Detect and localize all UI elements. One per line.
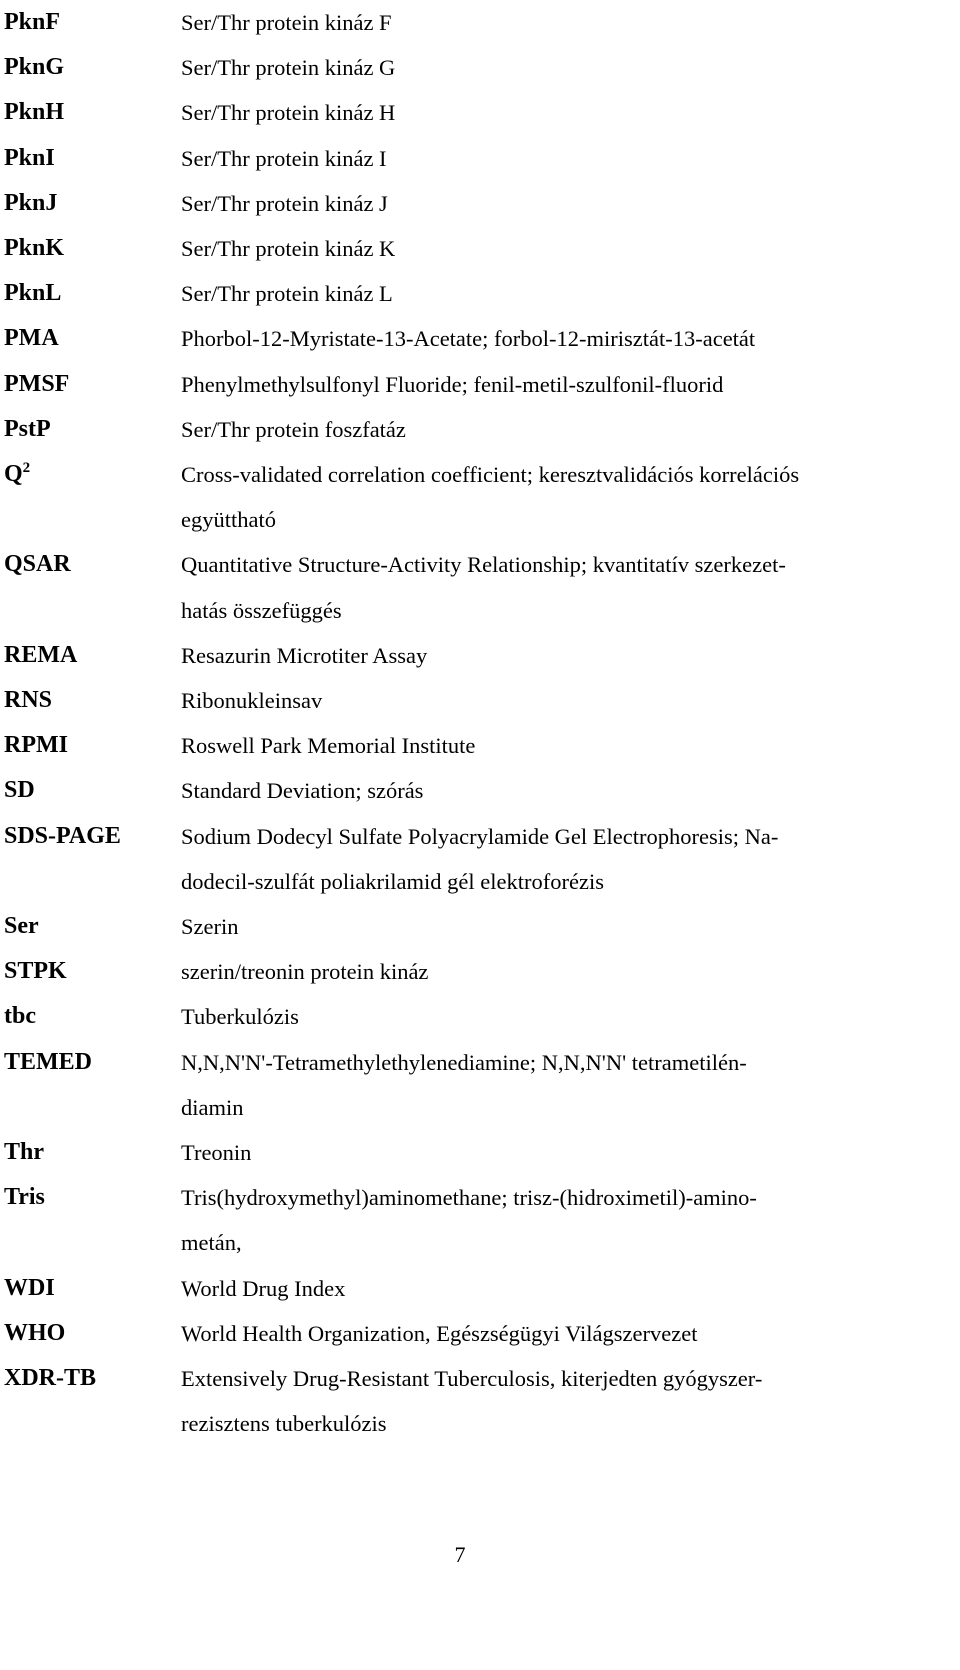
definition-line: hatás összefüggés	[181, 597, 342, 623]
abbreviation-entry	[4, 136, 944, 181]
abbreviation-term	[4, 0, 181, 45]
abbreviation-list	[4, 0, 944, 1447]
abbreviation-entry	[4, 633, 944, 678]
definition-line: Standard Deviation; szórás	[181, 778, 424, 804]
abbreviation-term	[4, 1130, 181, 1175]
abbreviation-definition	[181, 407, 944, 452]
abbreviation-definition	[181, 1311, 944, 1356]
definition-line: Cross-validated correlation coefficient; keresztvalidációs korrelációs	[181, 462, 800, 488]
abbreviation-term-text: WDI	[4, 1274, 55, 1301]
abbreviation-term-text: XDR-TB	[4, 1365, 97, 1392]
definition-line: Tris(hydroxymethyl)aminomethane; trisz-(hidroximetil)-amino-	[181, 1185, 757, 1211]
abbreviation-term-text: PknH	[4, 99, 65, 126]
abbreviation-definition	[181, 226, 944, 271]
abbreviation-definition	[181, 542, 944, 632]
abbreviation-entry	[4, 1266, 944, 1311]
abbreviation-term-text: SDS-PAGE	[4, 822, 121, 849]
definition-line: rezisztens tuberkulózis	[181, 1411, 387, 1437]
abbreviation-entry	[4, 226, 944, 271]
definition-line: Ser/Thr protein kináz I	[181, 145, 387, 171]
abbreviation-term	[4, 1175, 181, 1220]
abbreviation-definition	[181, 316, 944, 361]
abbreviation-term-text: Tris	[4, 1184, 45, 1211]
abbreviation-definition	[181, 136, 944, 181]
definition-line: együttható	[181, 507, 276, 533]
abbreviation-definition	[181, 768, 944, 813]
abbreviation-entry	[4, 45, 944, 90]
abbreviation-term-text: WHO	[4, 1319, 66, 1346]
abbreviation-definition	[181, 994, 944, 1039]
abbreviation-term	[4, 226, 181, 271]
abbreviation-definition	[181, 1266, 944, 1311]
definition-line: Ser/Thr protein kináz J	[181, 190, 388, 216]
abbreviation-superscript: 2	[22, 460, 31, 477]
definition-line: diamin	[181, 1094, 244, 1120]
definition-line: Ser/Thr protein kináz K	[181, 236, 396, 262]
abbreviation-definition	[181, 271, 944, 316]
abbreviation-term	[4, 452, 181, 497]
abbreviation-entry	[4, 678, 944, 723]
abbreviation-term-text: PknJ	[4, 189, 58, 216]
abbreviation-entry	[4, 1040, 944, 1130]
abbreviation-entry	[4, 1175, 944, 1265]
abbreviation-definition	[181, 181, 944, 226]
abbreviation-term	[4, 407, 181, 452]
definition-line: Extensively Drug-Resistant Tuberculosis, kiterjedten gyógyszer-	[181, 1366, 763, 1392]
abbreviation-term-text: PknG	[4, 54, 65, 81]
definition-line: Phenylmethylsulfonyl Fluoride; fenil-metil-szulfonil-fluorid	[181, 371, 724, 397]
definition-line: Resazurin Microtiter Assay	[181, 642, 428, 668]
abbreviation-definition	[181, 904, 944, 949]
abbreviation-definition	[181, 45, 944, 90]
abbreviation-term	[4, 1266, 181, 1311]
definition-line: Treonin	[181, 1140, 252, 1166]
abbreviation-definition	[181, 678, 944, 723]
abbreviation-term-text: QSAR	[4, 551, 71, 578]
abbreviation-term	[4, 949, 181, 994]
abbreviation-term	[4, 1040, 181, 1085]
abbreviation-term	[4, 768, 181, 813]
definition-line: Ser/Thr protein foszfatáz	[181, 416, 406, 442]
abbreviation-entry	[4, 904, 944, 949]
abbreviation-term	[4, 45, 181, 90]
definition-line: N,N,N'N'-Tetramethylethylenediamine; N,N,N'N' tetrametilén-	[181, 1049, 747, 1075]
abbreviation-definition	[181, 633, 944, 678]
definition-line: Ser/Thr protein kináz H	[181, 100, 396, 126]
abbreviation-term-text: PknL	[4, 280, 62, 307]
abbreviation-term-text: RNS	[4, 687, 53, 714]
abbreviation-term	[4, 723, 181, 768]
abbreviation-term-text: PMSF	[4, 370, 70, 397]
definition-line: Quantitative Structure-Activity Relationship; kvantitatív szerkezet-	[181, 552, 786, 578]
abbreviation-entry	[4, 1130, 944, 1175]
abbreviation-entry	[4, 1311, 944, 1356]
abbreviation-term	[4, 316, 181, 361]
abbreviation-term-text: PknI	[4, 144, 55, 171]
page-number: 7	[454, 1542, 466, 1567]
definition-line: Szerin	[181, 914, 239, 940]
abbreviation-term	[4, 904, 181, 949]
definition-line: Sodium Dodecyl Sulfate Polyacrylamide Gel Electrophoresis; Na-	[181, 823, 779, 849]
definition-line: metán,	[181, 1230, 242, 1256]
abbreviation-definition	[181, 362, 944, 407]
definition-line: Ser/Thr protein kináz F	[181, 10, 392, 35]
abbreviation-entry	[4, 814, 944, 904]
abbreviation-entry	[4, 949, 944, 994]
abbreviation-definition	[181, 90, 944, 135]
abbreviation-entry	[4, 1356, 944, 1446]
abbreviation-term-text: STPK	[4, 958, 67, 985]
abbreviation-term	[4, 271, 181, 316]
abbreviation-term-text: SD	[4, 777, 35, 804]
abbreviation-entry	[4, 407, 944, 452]
abbreviation-term	[4, 362, 181, 407]
abbreviation-term-text: PMA	[4, 325, 59, 352]
definition-line: Phorbol-12-Myristate-13-Acetate; forbol-12-mirisztát-13-acetát	[181, 326, 756, 352]
abbreviation-entry	[4, 271, 944, 316]
definition-line: Ser/Thr protein kináz G	[181, 55, 396, 81]
abbreviation-term-text: RPMI	[4, 732, 68, 759]
abbreviation-entry	[4, 542, 944, 632]
abbreviation-definition	[181, 723, 944, 768]
definition-line: Ribonukleinsav	[181, 688, 323, 714]
abbreviation-definition	[181, 1175, 944, 1265]
definition-line: Ser/Thr protein kináz L	[181, 281, 393, 307]
abbreviation-term-text: REMA	[4, 641, 78, 668]
abbreviation-term	[4, 542, 181, 587]
abbreviation-term	[4, 633, 181, 678]
abbreviation-term	[4, 994, 181, 1039]
abbreviation-term	[4, 181, 181, 226]
abbreviation-term	[4, 90, 181, 135]
abbreviation-entry	[4, 723, 944, 768]
definition-line: dodecil-szulfát poliakrilamid gél elektroforézis	[181, 868, 604, 894]
abbreviation-entry	[4, 994, 944, 1039]
abbreviation-term	[4, 678, 181, 723]
abbreviation-definition	[181, 1356, 944, 1446]
abbreviation-entry	[4, 316, 944, 361]
abbreviation-term-text: TEMED	[4, 1048, 93, 1075]
abbreviation-term	[4, 136, 181, 181]
abbreviation-term-text: tbc	[4, 1003, 36, 1030]
abbreviation-term-text: PknK	[4, 235, 65, 262]
abbreviation-entry	[4, 362, 944, 407]
abbreviation-term-text: PstP	[4, 415, 51, 442]
definition-line: Tuberkulózis	[181, 1004, 299, 1030]
abbreviation-term	[4, 1356, 181, 1401]
abbreviation-definition	[181, 1040, 944, 1130]
abbreviation-term-text: PknF	[4, 9, 61, 35]
abbreviation-entry	[4, 181, 944, 226]
definition-line: World Health Organization, Egészségügyi Világszervezet	[181, 1320, 698, 1346]
definition-line: Roswell Park Memorial Institute	[181, 733, 476, 759]
abbreviation-term	[4, 1311, 181, 1356]
abbreviation-entry	[4, 452, 944, 542]
abbreviation-definition	[181, 0, 944, 45]
definition-line: szerin/treonin protein kináz	[181, 959, 429, 985]
abbreviation-term	[4, 814, 181, 859]
abbreviation-entry	[4, 0, 944, 45]
abbreviation-term-text: Ser	[4, 913, 39, 940]
abbreviation-term-text: Q	[4, 461, 23, 488]
abbreviation-term-text: Thr	[4, 1139, 45, 1166]
abbreviation-definition	[181, 814, 944, 904]
abbreviation-entry	[4, 768, 944, 813]
abbreviation-definition	[181, 452, 944, 542]
abbreviation-definition	[181, 1130, 944, 1175]
definition-line: World Drug Index	[181, 1275, 346, 1301]
abbreviation-entry	[4, 90, 944, 135]
abbreviation-definition	[181, 949, 944, 994]
